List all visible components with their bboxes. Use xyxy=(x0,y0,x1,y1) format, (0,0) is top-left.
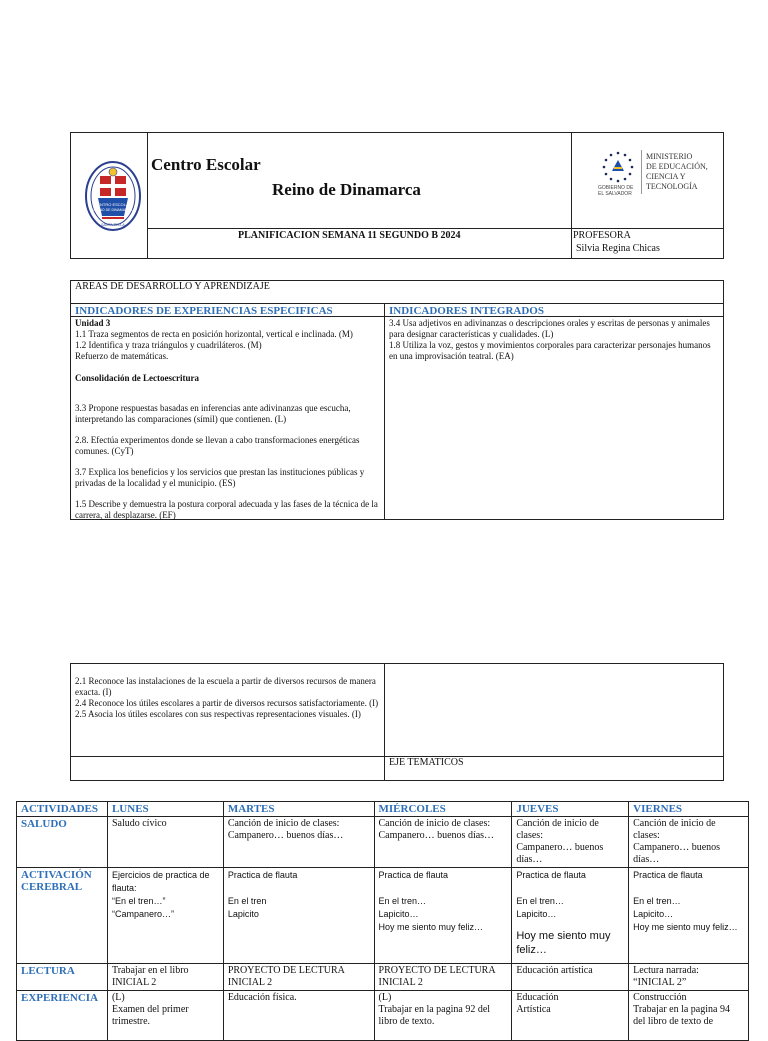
indicator-1-5: 1.5 Describe y demuestra la postura corporal adecuada y las fases de la técnica de la carrera, al desplazarse. (EF) xyxy=(75,499,378,520)
saludo-miercoles: Canción de inicio de clases: Campanero… buenos días… xyxy=(374,817,512,868)
eje-tematicos-label: EJE TEMATICOS xyxy=(389,757,464,768)
experiencia-martes: Educación física. xyxy=(223,991,374,1041)
header-jueves: JUEVES xyxy=(512,802,629,817)
areas-title-divider xyxy=(70,303,724,304)
gov-label xyxy=(598,185,633,197)
header-divider-horizontal xyxy=(147,228,723,229)
row-label-experiencia: EXPERIENCIA xyxy=(17,991,108,1041)
lectura-lunes: Trabajar en el libro INICIAL 2 xyxy=(107,964,223,991)
row-label-lectura: LECTURA xyxy=(17,964,108,991)
left-indicators-heading: INDICADORES DE EXPERIENCIAS ESPECIFICAS xyxy=(75,305,333,317)
ministry-line-4: TECNOLOGÍA xyxy=(646,182,698,191)
second-block-column-divider xyxy=(384,663,385,781)
lectura-viernes: Lectura narrada: “INICIAL 2” xyxy=(629,964,749,991)
header-viernes: VIERNES xyxy=(629,802,749,817)
saludo-martes: Canción de inicio de clases: Campanero… buenos días… xyxy=(223,817,374,868)
left-indicators-content xyxy=(75,318,380,521)
school-name-line2: Reino de Dinamarca xyxy=(272,180,421,199)
indicator-2-5: 2.5 Asocia los útiles escolares con sus respectivas representaciones visuales. (I) xyxy=(75,709,361,719)
experiencia-jueves: Educación Artística xyxy=(512,991,629,1041)
unit-label: Unidad 3 xyxy=(75,318,111,328)
header-divider-right xyxy=(571,132,572,259)
indicator-1-2: 1.2 Identifica y traza triángulos y cuadriláteros. (M) xyxy=(75,340,262,350)
experiencia-viernes: Construcción Trabajar en la pagina 94 del libro de texto de xyxy=(629,991,749,1041)
indicator-3-3: 3.3 Propone respuestas basadas en inferencias ante adivinanzas que escucha, interpretando las comparaciones (símil) que contienen. (L) xyxy=(75,403,351,424)
crest-text-3: SANTA TECLA xyxy=(101,223,125,227)
ministry-label xyxy=(646,152,708,192)
schedule-row-activacion xyxy=(17,868,749,964)
activacion-jueves xyxy=(512,868,629,964)
activacion-lunes: Ejercicios de practica de flauta: “En el tren…” “Campanero…” xyxy=(107,868,223,964)
ministry-divider xyxy=(641,150,642,194)
activacion-martes: Practica de flauta En el tren Lapicito xyxy=(223,868,374,964)
school-crest-logo xyxy=(84,160,142,234)
crest-text-1: CENTRO ESCOLAR xyxy=(94,202,132,207)
indicator-2-4: 2.4 Reconoce los útiles escolares a partir de diversos recursos satisfactoriamente. (I) xyxy=(75,698,379,708)
indicator-1-8: 1.8 Utiliza la voz, gestos y movimientos corporales para caracterizar personajes humanos en una improvisación teatral. (EA) xyxy=(389,340,711,361)
right-indicators-heading: INDICADORES INTEGRADOS xyxy=(389,305,544,317)
schedule-row-lectura xyxy=(17,964,749,991)
lectura-jueves: Educación artística xyxy=(512,964,629,991)
crest-text-2: REINO DE DINAMARCA xyxy=(93,208,133,212)
ministry-seal-icon xyxy=(600,149,636,185)
schedule-row-saludo xyxy=(17,817,749,868)
saludo-viernes: Canción de inicio de clases: Campanero… buenos días… xyxy=(629,817,749,868)
indicator-3-7: 3.7 Explica los beneficios y los servicios que prestan las instituciones públicas y privadas de la localidad y el municipio. (ES) xyxy=(75,467,365,488)
activacion-viernes: Practica de flauta En el tren… Lapicito… Hoy me siento muy feliz… xyxy=(629,868,749,964)
indicator-3-4: 3.4 Usa adjetivos en adivinanzas o descripciones orales y escritas de personas y animales para designar características y cualidades. (L) xyxy=(389,318,710,339)
header-martes: MARTES xyxy=(223,802,374,817)
areas-title: AREAS DE DESARROLLO Y APRENDIZAJE xyxy=(75,281,270,292)
header-actividades: ACTIVIDADES xyxy=(17,802,108,817)
ministry-line-3: CIENCIA Y xyxy=(646,172,686,181)
lectura-martes: PROYECTO DE LECTURA INICIAL 2 xyxy=(223,964,374,991)
experiencia-lunes: (L) Examen del primer trimestre. xyxy=(107,991,223,1041)
saludo-jueves: Canción de inicio de clases: Campanero… buenos días… xyxy=(512,817,629,868)
experiencia-miercoles: (L) Trabajar en la pagina 92 del libro de texto. xyxy=(374,991,512,1041)
indicator-1-1: 1.1 Traza segmentos de recta en posición horizontal, vertical e inclinada. (M) xyxy=(75,329,353,339)
header-miercoles: MIÉRCOLES xyxy=(374,802,512,817)
activacion-miercoles: Practica de flauta En el tren… Lapicito… Hoy me siento muy feliz… xyxy=(374,868,512,964)
row-label-saludo: SALUDO xyxy=(17,817,108,868)
saludo-lunes: Saludo cívico xyxy=(107,817,223,868)
ministry-line-1: MINISTERIO xyxy=(646,152,693,161)
schedule-table xyxy=(16,801,749,1041)
ministry-line-2: DE EDUCACIÓN, xyxy=(646,162,708,171)
right-indicators-content xyxy=(389,318,719,362)
gov-line-1: GOBIERNO DE xyxy=(598,185,634,191)
gov-line-2: EL SALVADOR xyxy=(598,191,632,197)
school-name-line1: Centro Escolar xyxy=(151,155,261,174)
indicator-2-8: 2.8. Efectúa experimentos donde se llevan a cabo transformaciones energéticas comunes. (CyT) xyxy=(75,435,360,456)
areas-column-divider xyxy=(384,303,385,520)
indicator-2-1: 2.1 Reconoce las instalaciones de la escuela a partir de diversos recursos de manera exacta. (I) xyxy=(75,676,376,697)
second-block-indicators xyxy=(75,676,380,720)
schedule-row-experiencia xyxy=(17,991,749,1041)
lectura-miercoles: PROYECTO DE LECTURA INICIAL 2 xyxy=(374,964,512,991)
activacion-jueves-text: Practica de flauta En el tren… Lapicito… xyxy=(516,870,586,919)
row-label-activacion: ACTIVACIÓN CEREBRAL xyxy=(17,868,108,964)
planning-title: PLANIFICACION SEMANA 11 SEGUNDO B 2024 xyxy=(238,230,461,241)
teacher-label: PROFESORA xyxy=(573,230,631,241)
header-lunes: LUNES xyxy=(107,802,223,817)
activacion-jueves-extra: Hoy me siento muy feliz… xyxy=(516,930,611,956)
header-divider-left xyxy=(147,132,148,259)
schedule-header-row xyxy=(17,802,749,817)
consolidation-heading: Consolidación de Lectoescritura xyxy=(75,373,199,383)
refuerzo-text: Refuerzo de matemáticas. xyxy=(75,351,169,361)
teacher-name: Silvia Regina Chicas xyxy=(576,243,660,254)
